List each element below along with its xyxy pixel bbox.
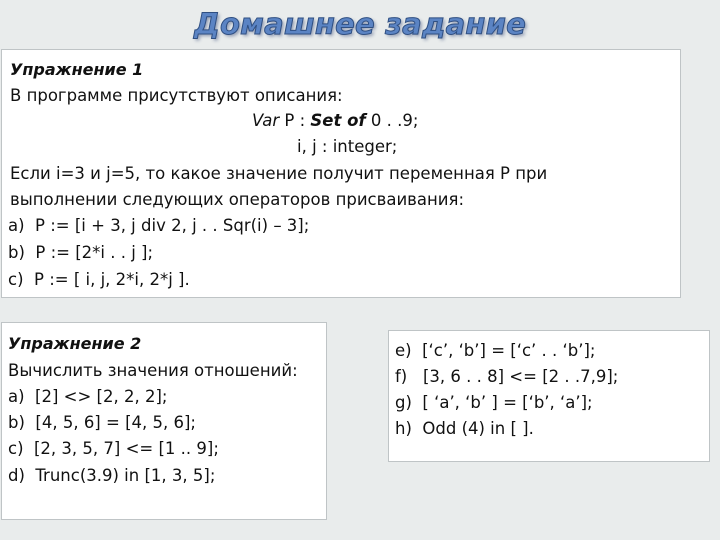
list-item: a) [2] <> [2, 2, 2]; bbox=[8, 387, 168, 406]
list-item: c) [2, 3, 5, 7] <= [1 .. 9]; bbox=[8, 439, 219, 458]
page-title: Домашнее задание bbox=[194, 7, 526, 41]
exercise-2-box bbox=[1, 322, 327, 520]
exercise-1-intro: В программе присутствуют описания: bbox=[10, 86, 343, 105]
list-item: g) [ ‘a’, ‘b’ ] = [‘b’, ‘a’]; bbox=[395, 393, 593, 412]
list-item: e) [‘c’, ‘b’] = [‘c’ . . ‘b’]; bbox=[395, 341, 596, 360]
list-item: a) P := [i + 3, j div 2, j . . Sqr(i) – 3]; bbox=[8, 216, 310, 235]
ij-declaration: i, j : integer; bbox=[297, 137, 398, 156]
exercise-2-intro: Вычислить значения отношений: bbox=[8, 361, 298, 380]
exercise-1-question-line-1: Если i=3 и j=5, то какое значение получит переменная P при bbox=[10, 164, 548, 183]
set-of-keyword: Set of bbox=[310, 111, 366, 130]
exercise-1-heading: Упражнение 1 bbox=[10, 60, 144, 79]
var-declaration: P : bbox=[284, 111, 306, 130]
list-item: f) [3, 6 . . 8] <= [2 . .7,9]; bbox=[395, 367, 619, 386]
list-item: c) P := [ i, j, 2*i, 2*j ]. bbox=[8, 270, 190, 289]
exercise-1-box bbox=[1, 49, 681, 298]
exercise-2-heading: Упражнение 2 bbox=[8, 334, 142, 353]
list-item: b) P := [2*i . . j ]; bbox=[8, 243, 154, 262]
list-item: b) [4, 5, 6] = [4, 5, 6]; bbox=[8, 413, 196, 432]
exercise-1-question-line-2: выполнении следующих операторов присваивания: bbox=[10, 190, 465, 209]
var-declaration-line bbox=[252, 111, 418, 131]
set-range: 0 . .9; bbox=[370, 111, 419, 130]
list-item: h) Odd (4) in [ ]. bbox=[395, 419, 534, 438]
var-keyword: Var bbox=[252, 111, 280, 130]
exercise-2-continued-box bbox=[388, 330, 710, 462]
list-item: d) Trunc(3.9) in [1, 3, 5]; bbox=[8, 466, 216, 485]
